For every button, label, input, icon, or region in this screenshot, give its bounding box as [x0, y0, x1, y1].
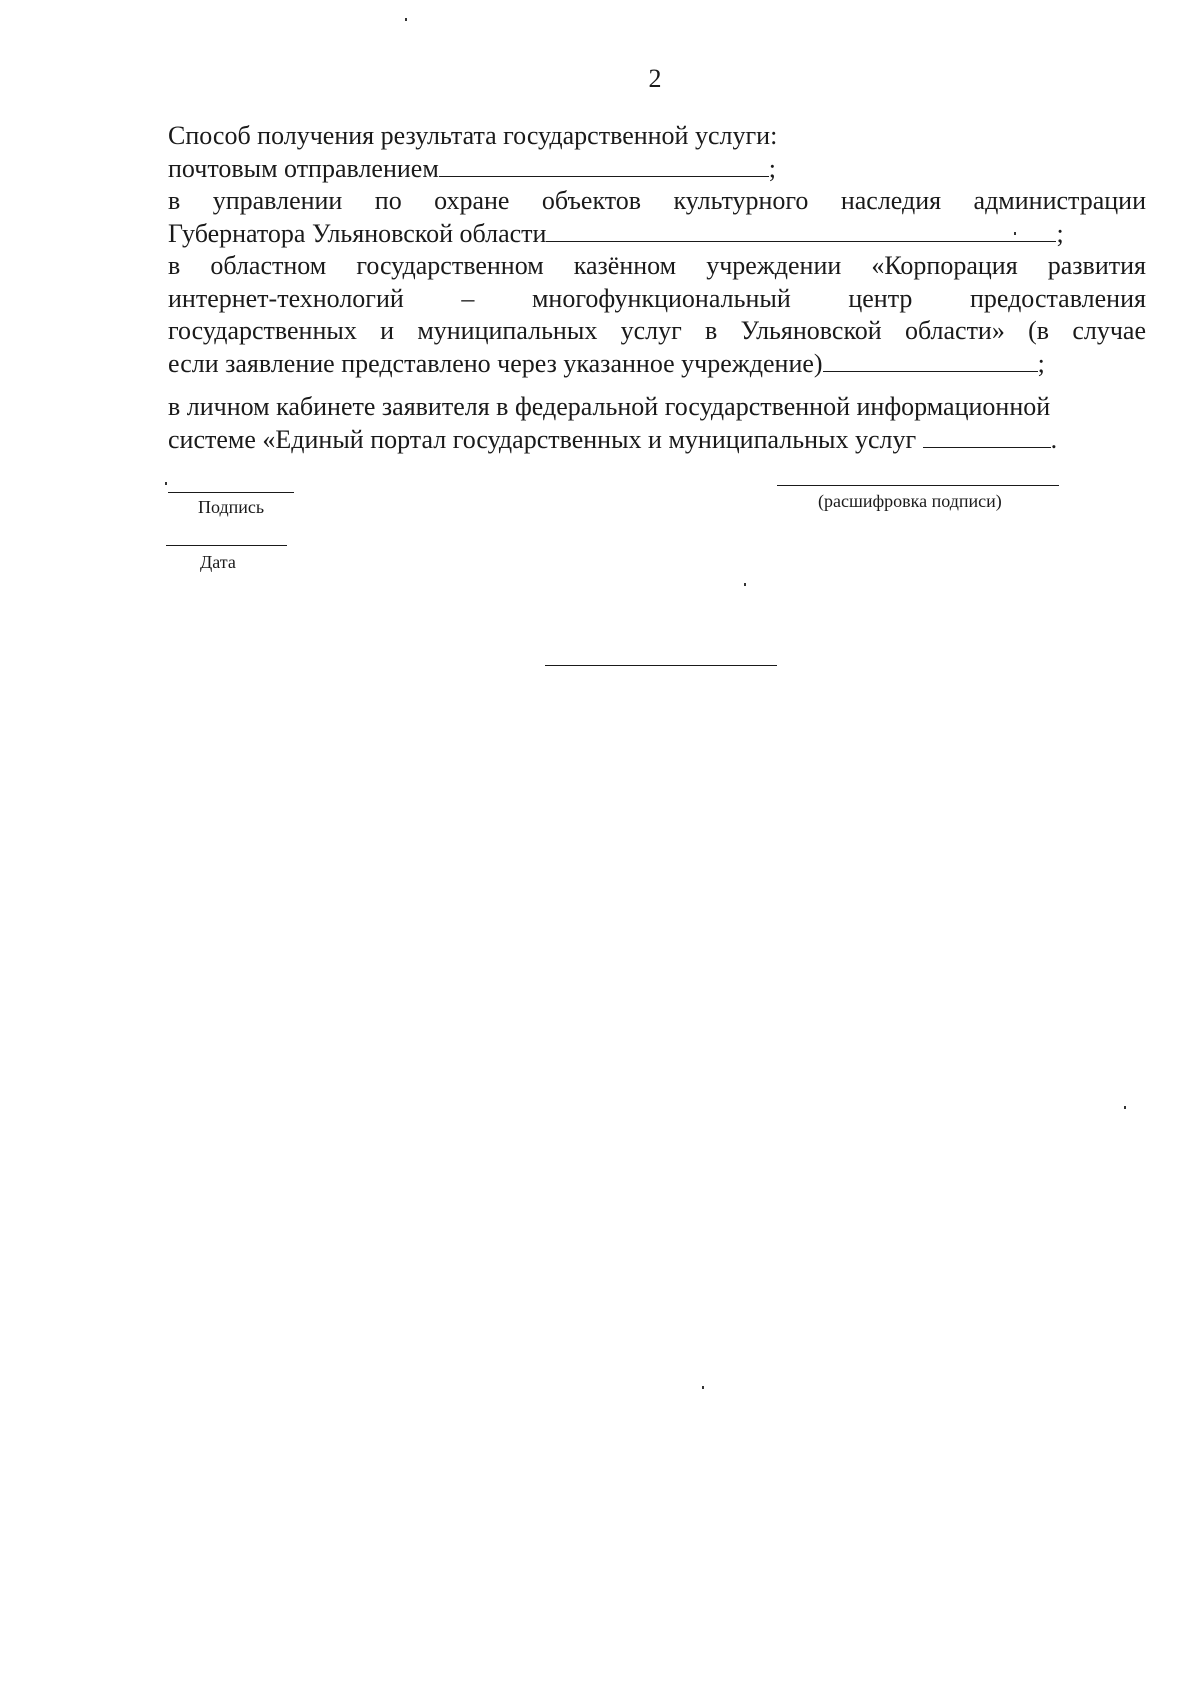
scan-speck — [1124, 1106, 1126, 1109]
scan-speck — [405, 18, 407, 21]
option-portal-line-1: в личном кабинете заявителя в федеральной государственной информационной — [168, 392, 1051, 421]
option-postal — [168, 153, 1146, 186]
word: области» — [904, 316, 1005, 345]
scan-speck — [1014, 232, 1016, 235]
word: предоставления — [969, 283, 1146, 313]
signature-line[interactable] — [168, 492, 294, 493]
option-department-terminator: ; — [1056, 218, 1064, 248]
option-portal-line-2 — [168, 424, 1146, 457]
option-mfc-blank[interactable] — [823, 349, 1038, 372]
word: развития — [1047, 251, 1146, 280]
scan-speck — [702, 1386, 704, 1389]
option-mfc-line-1 — [168, 250, 1146, 283]
scan-speck — [744, 583, 746, 586]
option-department-line-2 — [168, 218, 1146, 251]
option-mfc-line-4 — [168, 348, 1146, 381]
word: по — [374, 186, 402, 215]
word: объектов — [541, 186, 642, 215]
word: казённом — [573, 251, 677, 280]
option-postal-blank[interactable] — [439, 154, 769, 177]
option-portal-terminator: . — [1050, 424, 1058, 454]
word: Ульяновской — [740, 316, 882, 345]
word: «Корпорация — [871, 251, 1018, 280]
option-mfc-terminator: ; — [1037, 348, 1045, 378]
option-mfc-text: если заявление представлено через указанное учреждение) — [168, 348, 823, 378]
word: в — [705, 316, 718, 345]
end-of-document-divider — [545, 665, 777, 666]
option-department-blank[interactable] — [546, 219, 1056, 242]
option-department-text: Губернатора Ульяновской области — [168, 218, 547, 248]
option-postal-terminator: ; — [768, 153, 777, 183]
signature-caption: Подпись — [198, 497, 265, 517]
word: многофункциональный — [531, 283, 791, 313]
word: в — [168, 251, 181, 280]
word: услуг — [620, 316, 682, 345]
word: культурного — [673, 186, 809, 215]
option-mfc-line-3 — [168, 315, 1146, 348]
word: областном — [210, 251, 327, 280]
word: государственном — [356, 251, 544, 280]
scan-speck — [165, 482, 167, 485]
word: администрации — [973, 186, 1146, 215]
option-portal-blank[interactable] — [923, 425, 1051, 448]
date-caption: Дата — [200, 552, 236, 572]
word: – — [461, 283, 475, 313]
word: учреждении — [706, 251, 842, 280]
word: наследия — [840, 186, 942, 215]
word: муниципальных — [417, 316, 598, 345]
page-number: 2 — [648, 64, 662, 93]
signature-decoding-caption: (расшифровка подписи) — [818, 491, 1002, 511]
date-line[interactable] — [166, 545, 287, 546]
word: управлении — [212, 186, 343, 215]
option-department-line-1 — [168, 185, 1146, 218]
word: интернет-технологий — [168, 283, 404, 313]
word: государственных — [168, 316, 357, 345]
section-heading: Способ получения результата государственной услуги: — [168, 121, 778, 150]
option-mfc-line-2 — [168, 283, 1146, 316]
document-body — [168, 120, 1146, 456]
word: случае — [1072, 316, 1146, 345]
signature-decoding-line[interactable] — [777, 485, 1059, 486]
option-portal-text: системе «Единый портал государственных и муниципальных услуг — [168, 424, 917, 454]
word: охране — [434, 186, 510, 215]
word: в — [168, 186, 181, 215]
option-postal-text: почтовым отправлением — [168, 153, 439, 183]
word: (в — [1028, 316, 1050, 345]
word: центр — [848, 283, 913, 313]
word: и — [380, 316, 395, 345]
